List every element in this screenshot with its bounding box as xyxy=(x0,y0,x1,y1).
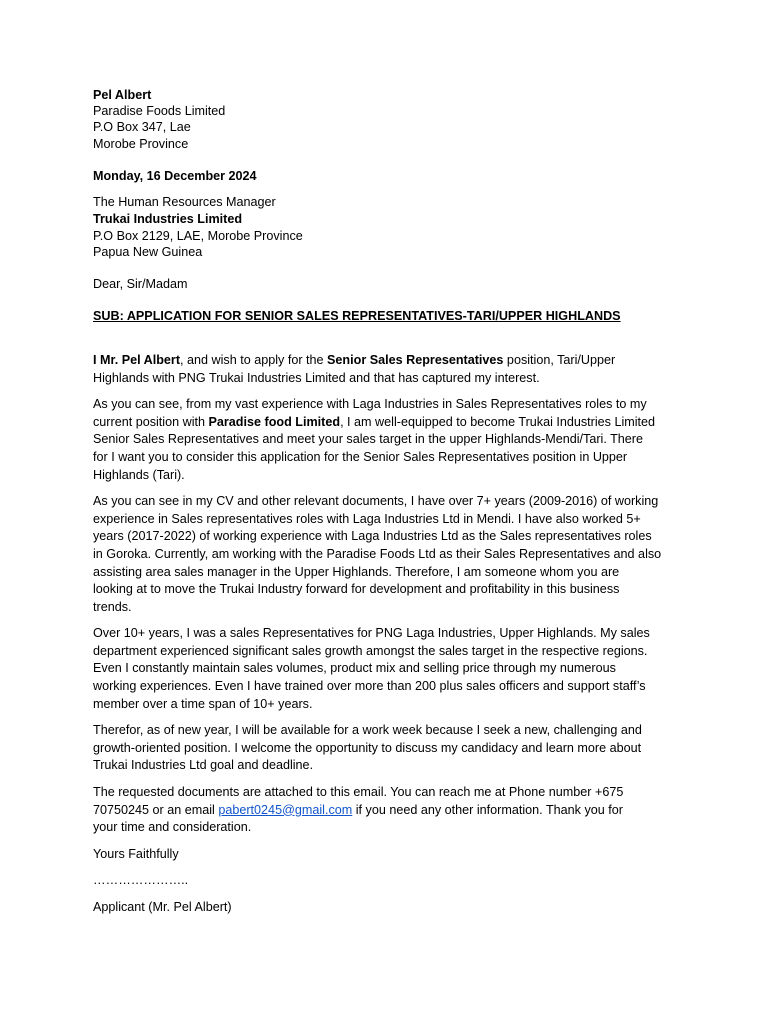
experience-line-2-start: current position with xyxy=(93,414,209,429)
paragraph-experience xyxy=(93,396,684,484)
closing-line: Yours Faithfully xyxy=(93,846,179,861)
recipient-po-box: P.O Box 2129, LAE, Morobe Province xyxy=(93,228,303,243)
signature-placeholder: ………………….. xyxy=(93,873,189,888)
cv-line: looking at to move the Trukai Industry forward for development and profitability in this business xyxy=(93,582,620,597)
experience-line-5: Highlands (Tari). xyxy=(93,467,185,482)
intro-line-2: Highlands with PNG Trukai Industries Limited and that has captured my interest. xyxy=(93,370,540,385)
sales-history-line: member over a time span of 10+ years. xyxy=(93,696,313,711)
sender-address-block xyxy=(93,87,684,152)
intro-name: I Mr. Pel Albert xyxy=(93,352,181,367)
letter-date: Monday, 16 December 2024 xyxy=(93,168,257,183)
email-link[interactable]: pabert0245@gmail.com xyxy=(218,802,353,817)
experience-line-2-end: , I am well-equipped to become Trukai Industries Limited xyxy=(340,414,656,429)
contact-line-1: The requested documents are attached to this email. You can reach me at Phone number +675 xyxy=(93,785,624,800)
experience-line-1: As you can see, from my vast experience with Laga Industries in Sales Representatives roles to my xyxy=(93,397,647,412)
cv-line: As you can see in my CV and other relevant documents, I have over 7+ years (2009-2016) of working xyxy=(93,494,659,509)
sales-history-line: department experienced significant sales growth amongst the sales target in the respective regions. xyxy=(93,643,648,658)
intro-text: , and wish to apply for the xyxy=(180,352,328,367)
salutation: Dear, Sir/Madam xyxy=(93,276,188,291)
sales-history-line: Over 10+ years, I was a sales Representatives for PNG Laga Industries, Upper Highlands. My sales xyxy=(93,626,650,641)
applicant-name: Applicant (Mr. Pel Albert) xyxy=(93,900,232,914)
intro-position: Senior Sales Representatives xyxy=(327,352,504,367)
paragraph-intro xyxy=(93,352,684,387)
experience-line-3: Senior Sales Representatives and meet your sales target in the upper Highlands-Mendi/Tari. There xyxy=(93,432,643,447)
cv-line: years (2017-2022) of working experience with Laga Industries Ltd as the Sales representatives roles xyxy=(93,529,652,544)
sales-history-line: Even I constantly maintain sales volumes, product mix and selling price through my numerous xyxy=(93,661,616,676)
experience-line-4: for I want you to consider this application for the Senior Sales Representatives position in Upper xyxy=(93,449,628,464)
cv-line: trends. xyxy=(93,599,132,614)
contact-line-2-start: 70750245 or an email xyxy=(93,802,219,817)
recipient-country: Papua New Guinea xyxy=(93,245,203,260)
sender-company: Paradise Foods Limited xyxy=(93,104,226,119)
intro-text-end: position, Tari/Upper xyxy=(503,352,616,367)
sender-name: Pel Albert xyxy=(93,88,152,102)
contact-line-2-end: if you need any other information. Thank you for xyxy=(352,802,623,817)
recipient-title: The Human Resources Manager xyxy=(93,195,276,210)
paragraph-sales-history xyxy=(93,625,684,713)
sender-province: Morobe Province xyxy=(93,136,189,151)
cv-line: assisting area sales manager in the Upper Highlands. Therefore, I am someone whom you are xyxy=(93,564,620,579)
availability-line: Trukai Industries Ltd goal and deadline. xyxy=(93,758,314,773)
availability-line: Therefor, as of new year, I will be available for a work week because I seek a new, challenging and xyxy=(93,723,642,738)
sales-history-line: working experiences. Even I have trained over more than 200 plus sales officers and support staff’s xyxy=(93,679,646,694)
paragraph-cv xyxy=(93,493,684,616)
cv-line: experience in Sales representatives roles with Laga Industries Ltd in Mendi. I have also worked 5+ xyxy=(93,511,641,526)
availability-line: growth-oriented position. I welcome the opportunity to discuss my candidacy and learn more about xyxy=(93,740,642,755)
sender-po-box: P.O Box 347, Lae xyxy=(93,120,191,135)
experience-current-company: Paradise food Limited xyxy=(208,414,341,429)
recipient-address-block xyxy=(93,194,684,260)
paragraph-contact xyxy=(93,784,684,837)
paragraph-availability xyxy=(93,722,684,775)
contact-line-3: your time and consideration. xyxy=(93,820,252,835)
subject-line: SUB: APPLICATION FOR SENIOR SALES REPRESENTATIVES-TARI/UPPER HIGHLANDS xyxy=(93,309,621,324)
recipient-company: Trukai Industries Limited xyxy=(93,212,243,226)
cv-line: in Goroka. Currently, am working with the Paradise Foods Ltd as their Sales Representatives and also xyxy=(93,546,662,561)
